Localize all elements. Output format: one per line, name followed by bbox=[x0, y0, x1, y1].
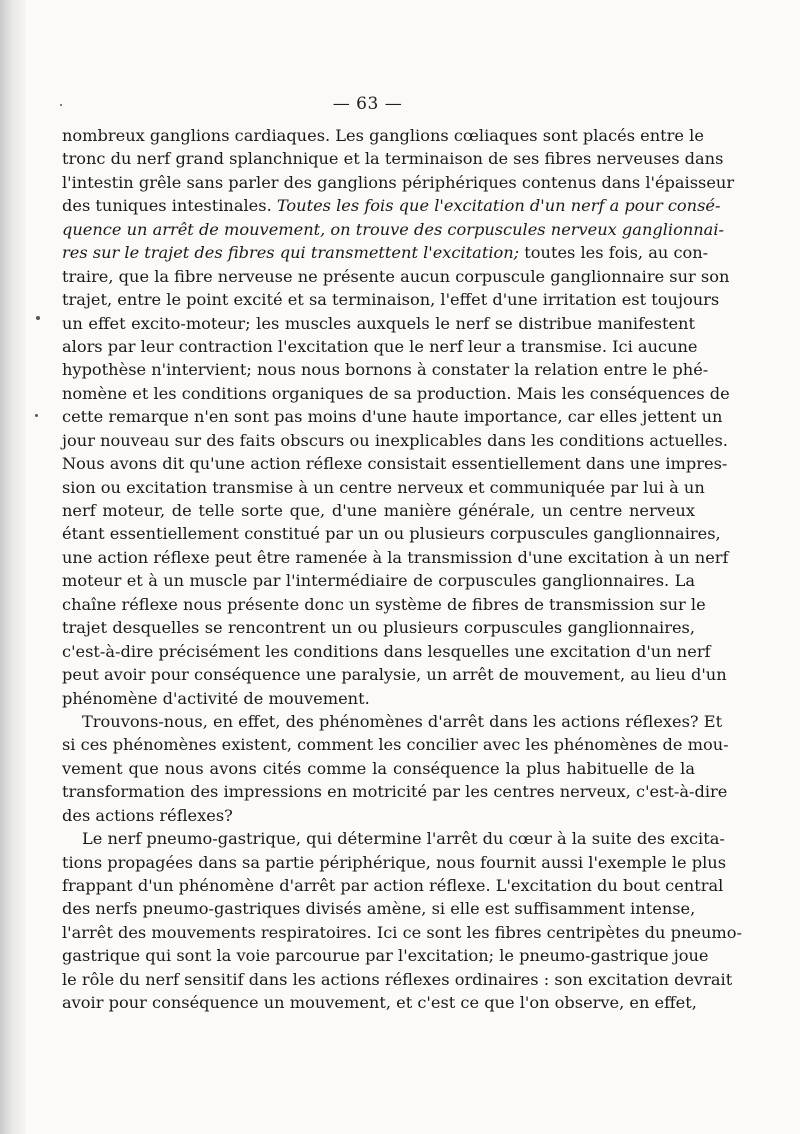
text-segment: étant essentiellement constitué par un ou plusieurs corpuscules ganglionnaires, bbox=[62, 524, 721, 544]
text-segment: Trouvons-nous, en effet, des phénomènes d'arrêt dans les actions réflexes? Et bbox=[82, 711, 723, 731]
text-segment: chaîne réflexe nous présente donc un système de fibres de transmission sur le bbox=[62, 594, 706, 614]
text-line bbox=[62, 265, 730, 288]
text-segment: sion ou excitation transmise à un centre nerveux et communiquée par lui à un bbox=[62, 477, 705, 497]
text-line bbox=[62, 569, 695, 592]
text-segment: nombreux ganglions cardiaques. Les ganglions cœliaques sont placés entre le bbox=[62, 126, 704, 145]
text-segment: c'est-à-dire précisément les conditions dans lesquelles une excitation d'un nerf bbox=[62, 641, 711, 661]
text-segment: alors par leur contraction l'excitation que le nerf leur a transmise. Ici aucune bbox=[62, 336, 698, 356]
italic-text-segment: res sur le trajet des fibres qui transmettent l'excitation; bbox=[62, 243, 520, 263]
text-segment: si ces phénomènes existent, comment les concilier avec les phénomènes de mou- bbox=[62, 735, 729, 755]
text-segment: trajet desquelles se rencontrent un ou plusieurs corpuscules ganglionnaires, bbox=[62, 618, 695, 638]
text-line bbox=[62, 335, 698, 358]
text-line bbox=[62, 358, 709, 381]
text-segment: toutes les fois, au con- bbox=[519, 243, 709, 263]
body-text bbox=[62, 124, 742, 1015]
text-segment: tions propagées dans sa partie périphérique, nous fournit aussi l'exemple le plus bbox=[62, 852, 727, 872]
text-line bbox=[62, 687, 695, 710]
text-line bbox=[62, 616, 695, 639]
text-line bbox=[62, 312, 695, 335]
text-segment: des nerfs pneumo-gastriques divisés amène, si elle est suffisamment intense, bbox=[62, 899, 696, 919]
text-segment: cette remarque n'en sont pas moins d'une haute importance, car elles jettent un bbox=[62, 407, 723, 427]
text-line bbox=[62, 522, 721, 545]
italic-text-segment: quence un arrêt de mouvement, on trouve des corpuscules nerveux ganglionnai- bbox=[62, 219, 724, 239]
text-segment: hypothèse n'intervient; nous nous bornons à constater la relation entre le phé- bbox=[62, 360, 709, 380]
text-segment: nomène et les conditions organiques de sa production. Mais les conséquences de bbox=[62, 383, 730, 403]
text-segment: peut avoir pour conséquence une paralysie, un arrêt de mouvement, au lieu d'un bbox=[62, 665, 727, 685]
text-segment: moteur et à un muscle par l'intermédiaire de corpuscules ganglionnaires. La bbox=[62, 571, 695, 591]
text-line bbox=[62, 991, 695, 1014]
text-line bbox=[62, 499, 695, 522]
text-segment: vement que nous avons cités comme la conséquence la plus habituelle de la bbox=[62, 758, 695, 778]
text-segment: des actions réflexes? bbox=[62, 805, 233, 825]
text-line bbox=[62, 710, 723, 733]
text-line bbox=[62, 147, 724, 170]
page-number: — 63 — bbox=[332, 94, 403, 114]
text-segment: traire, que la fibre nerveuse ne présente aucun corpuscule ganglionnaire sur son bbox=[62, 266, 730, 286]
text-segment: un effet excito-moteur; les muscles auxquels le nerf se distribue manifestent bbox=[62, 313, 695, 333]
text-line bbox=[62, 640, 711, 663]
text-line bbox=[62, 851, 727, 874]
page-binding-shadow bbox=[0, 0, 26, 1134]
text-line bbox=[62, 733, 729, 756]
scan-speck bbox=[60, 104, 62, 106]
text-segment: Le nerf pneumo-gastrique, qui détermine l'arrêt du cœur à la suite des excita- bbox=[82, 829, 725, 849]
text-line bbox=[62, 452, 728, 475]
text-line bbox=[62, 288, 720, 311]
text-segment: transformation des impressions en motricité par les centres nerveux, c'est-à-dire bbox=[62, 782, 728, 802]
text-segment: trajet, entre le point excité et sa terminaison, l'effet d'une irritation est toujours bbox=[62, 290, 720, 310]
text-line bbox=[62, 921, 742, 944]
text-segment: une action réflexe peut être ramenée à la transmission d'une excitation à un nerf bbox=[62, 547, 729, 567]
text-line bbox=[62, 382, 730, 405]
text-line bbox=[62, 171, 735, 194]
text-segment: frappant d'un phénomène d'arrêt par action réflexe. L'excitation du bout central bbox=[62, 876, 724, 895]
text-line bbox=[62, 241, 709, 264]
text-segment: jour nouveau sur des faits obscurs ou inexplicables dans les conditions actuelles. bbox=[62, 430, 728, 450]
text-segment: le rôle du nerf sensitif dans les actions réflexes ordinaires : son excitation devrait bbox=[62, 969, 733, 989]
text-line bbox=[62, 476, 705, 499]
text-line bbox=[62, 944, 709, 967]
text-line bbox=[62, 968, 733, 991]
text-line bbox=[62, 804, 695, 827]
text-line bbox=[62, 874, 724, 897]
text-line bbox=[62, 757, 695, 780]
text-segment: avoir pour conséquence un mouvement, et c'est ce que l'on observe, en effet, bbox=[62, 993, 697, 1013]
text-segment: phénomène d'activité de mouvement. bbox=[62, 688, 370, 708]
text-line bbox=[62, 897, 695, 920]
text-segment: nerf moteur, de telle sorte que, d'une manière générale, un centre nerveux bbox=[62, 501, 695, 520]
text-segment: l'arrêt des mouvements respiratoires. Ici ce sont les fibres centripètes du pneumo- bbox=[62, 922, 742, 942]
text-line bbox=[62, 780, 728, 803]
text-line bbox=[62, 194, 721, 217]
text-segment: l'intestin grêle sans parler des ganglions périphériques contenus dans l'épaisseur bbox=[62, 172, 735, 192]
text-line bbox=[62, 218, 724, 241]
text-segment: tronc du nerf grand splanchnique et la terminaison de ses fibres nerveuses dans bbox=[62, 149, 724, 169]
text-line bbox=[62, 827, 725, 850]
text-segment: gastrique qui sont la voie parcourue par l'excitation; le pneumo-gastrique joue bbox=[62, 946, 709, 966]
text-segment: Nous avons dit qu'une action réflexe consistait essentiellement dans une impres- bbox=[62, 454, 728, 474]
scan-speck bbox=[35, 414, 38, 417]
text-line bbox=[62, 546, 729, 569]
scan-speck bbox=[36, 316, 40, 320]
text-segment: des tuniques intestinales. bbox=[62, 196, 277, 216]
text-line bbox=[62, 429, 728, 452]
text-line bbox=[62, 663, 727, 686]
italic-text-segment: Toutes les fois que l'excitation d'un nerf a pour consé- bbox=[276, 196, 721, 216]
text-line bbox=[62, 124, 704, 147]
text-line bbox=[62, 405, 723, 428]
text-line bbox=[62, 593, 706, 616]
